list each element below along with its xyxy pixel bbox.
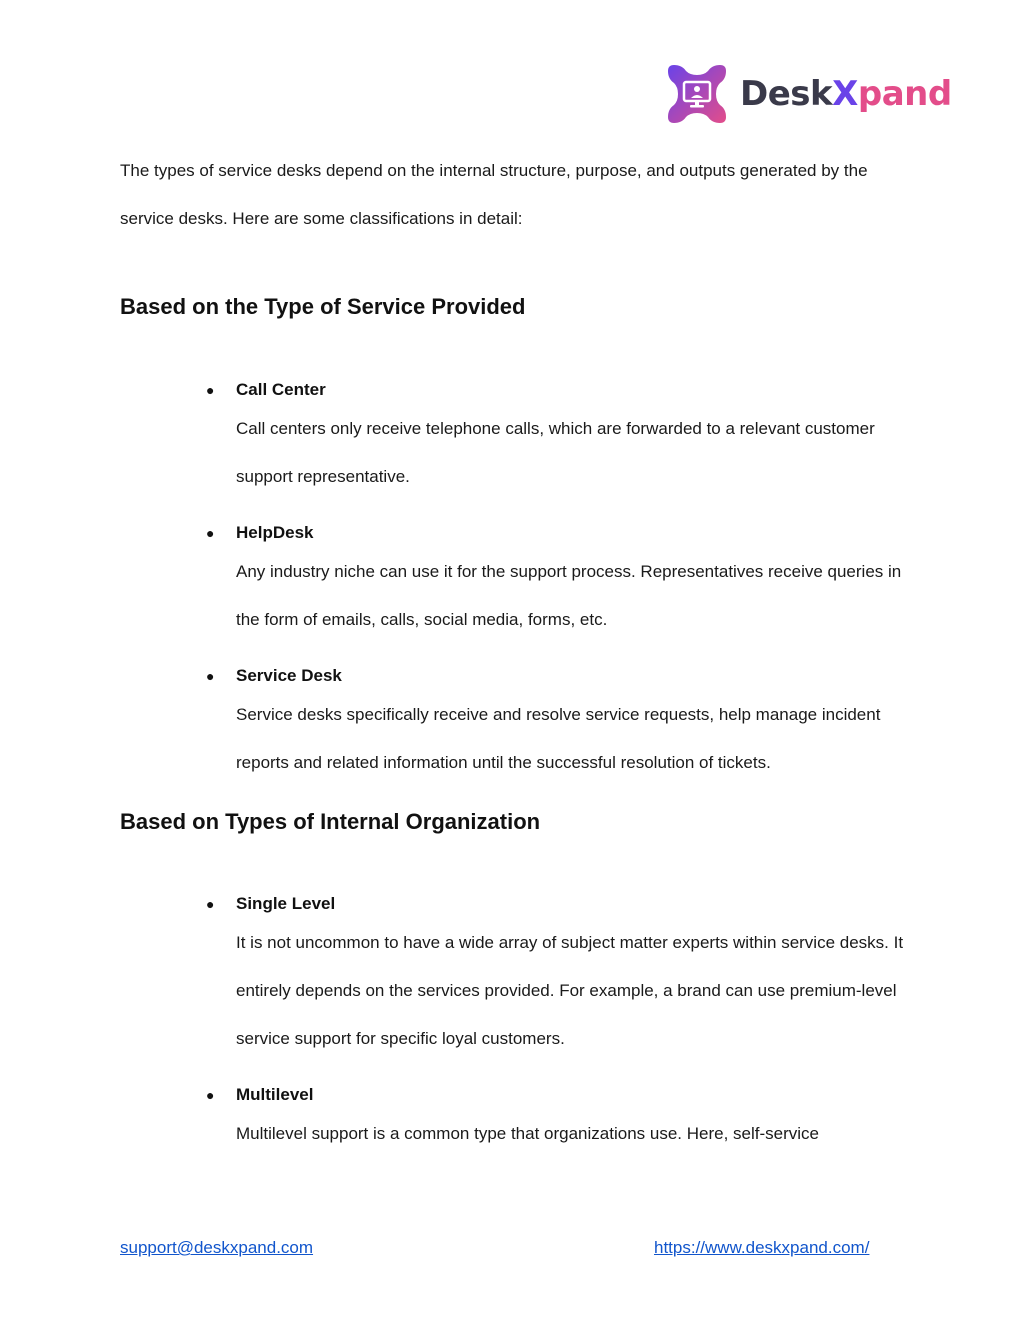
list-item-helpdesk	[206, 518, 926, 644]
item-title: Multilevel	[236, 1085, 314, 1104]
intro-paragraph: The types of service desks depend on the internal structure, purpose, and outputs generated by the service desks. Here are some classifications in detail:	[120, 161, 868, 228]
footer-website-link[interactable]: https://www.deskxpand.com/	[654, 1238, 870, 1257]
bullet-icon: ●	[206, 668, 215, 684]
section-heading-service-type: Based on the Type of Service Provided	[120, 294, 526, 319]
list-item-call-center	[206, 375, 926, 501]
brand-logo	[664, 60, 952, 128]
item-title: HelpDesk	[236, 523, 314, 542]
brand-wordmark	[740, 74, 952, 114]
item-description: Multilevel support is a common type that organizations use. Here, self-service	[236, 1124, 819, 1143]
brand-name-part1: Desk	[740, 74, 833, 114]
item-description: Service desks specifically receive and resolve service requests, help manage incident reports and related information until the successful resolution of tickets.	[236, 705, 881, 772]
list-item-service-desk	[206, 661, 926, 787]
list-item-multilevel	[206, 1080, 926, 1158]
bullet-icon: ●	[206, 382, 215, 398]
list-item-single-level	[206, 889, 926, 1063]
item-title: Single Level	[236, 894, 336, 913]
footer-email-link[interactable]: support@deskxpand.com	[120, 1238, 314, 1257]
item-description: Any industry niche can use it for the support process. Representatives receive queries in the form of emails, calls, social media, forms, etc.	[236, 562, 902, 629]
bullet-icon: ●	[206, 1087, 215, 1103]
item-title: Call Center	[236, 380, 326, 399]
item-description: It is not uncommon to have a wide array of subject matter experts within service desks. It entirely depends on the services provided. For example, a brand can use premium-level service support for specific loyal customers.	[236, 933, 904, 1048]
bullet-icon: ●	[206, 896, 215, 912]
item-title: Service Desk	[236, 666, 342, 685]
brand-name-x: X	[832, 74, 858, 114]
item-description: Call centers only receive telephone calls, which are forwarded to a relevant customer support representative.	[236, 419, 875, 486]
brand-name-part2: pand	[857, 74, 952, 114]
bullet-icon: ●	[206, 525, 215, 541]
monitor-person-icon	[664, 61, 730, 127]
section-heading-internal-organization: Based on Types of Internal Organization	[120, 809, 541, 834]
